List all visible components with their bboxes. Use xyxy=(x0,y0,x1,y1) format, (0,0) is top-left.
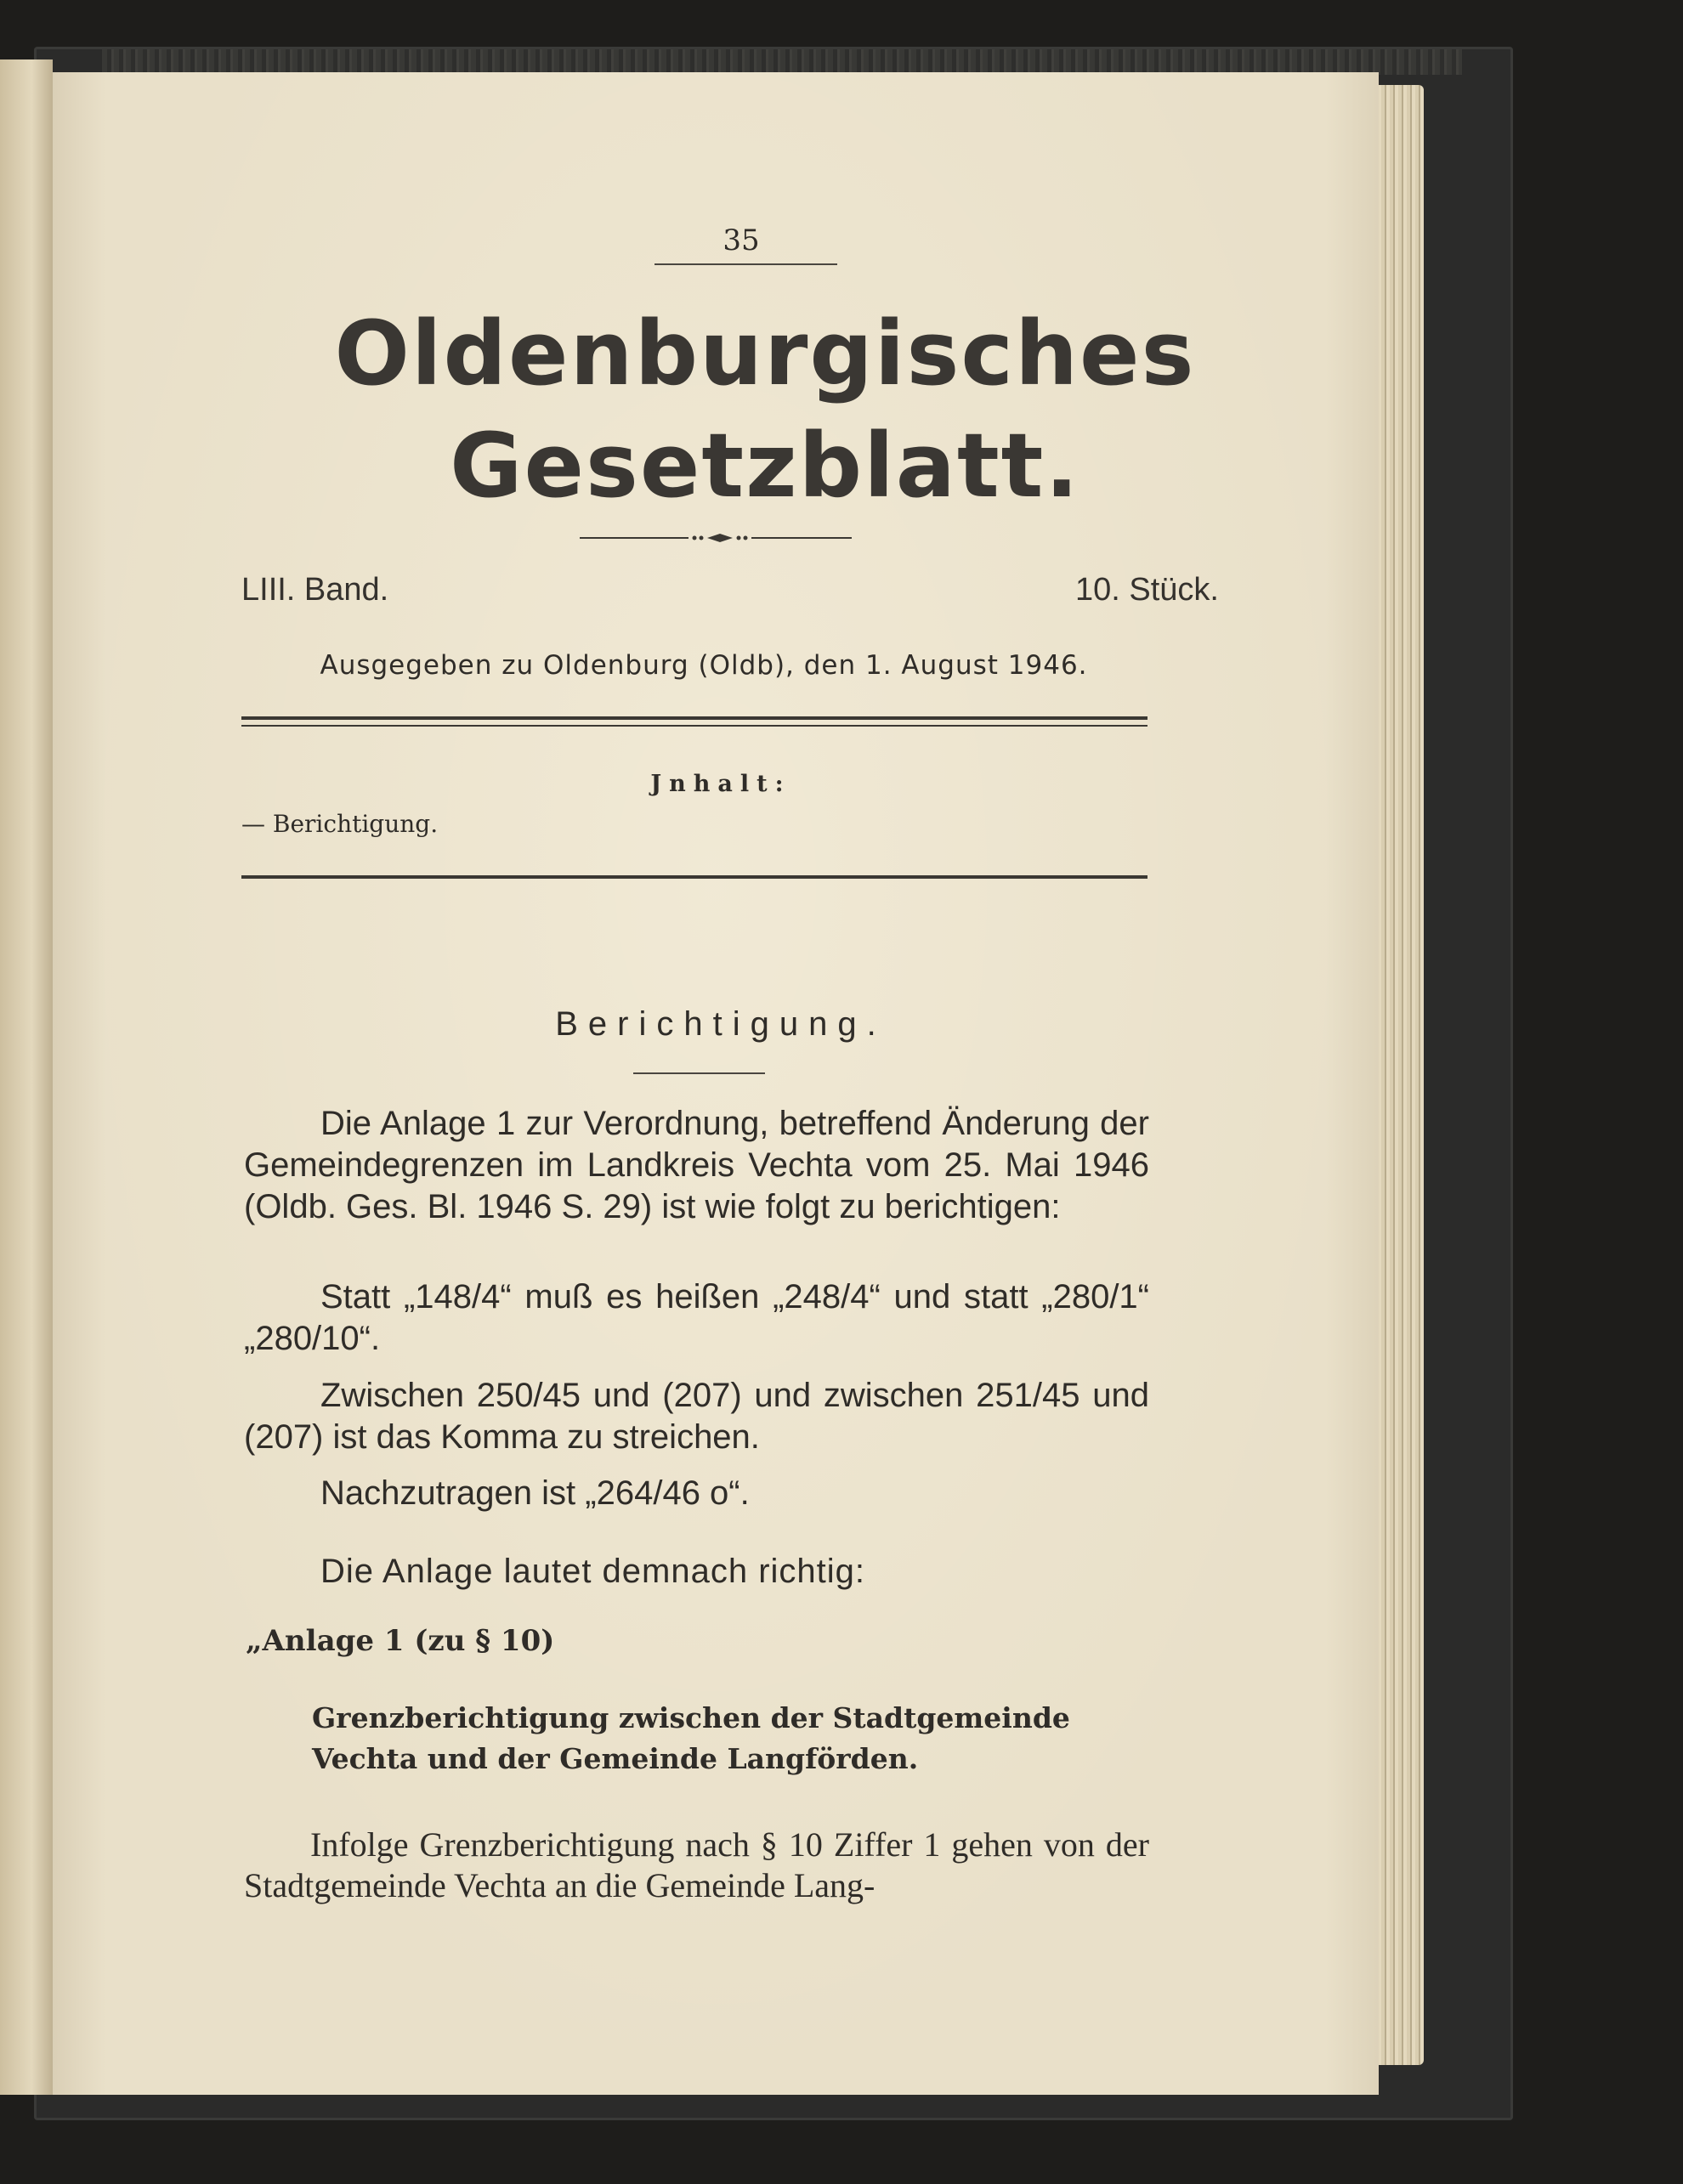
body-paragraph: Infolge Grenzberichtigung nach § 10 Ziffer 1 gehen von der Stadtgemeinde Vechta an die Gemeinde Lang- xyxy=(244,1825,1149,1904)
page-number-rule xyxy=(654,263,837,265)
body-paragraph: Nachzutragen ist „264/46 o“. xyxy=(320,1474,750,1512)
volume-label: LIII. Band. xyxy=(241,572,389,608)
page-number: 35 xyxy=(722,223,760,257)
issue-label: 10. Stück. xyxy=(1075,572,1219,608)
document-page xyxy=(53,72,1379,2095)
header-rule-thin xyxy=(241,725,1148,727)
body-paragraph: Zwischen 250/45 und (207) und zwischen 251/45 und (207) ist das Komma zu streichen. xyxy=(244,1377,1149,1456)
contents-rule xyxy=(241,875,1148,879)
body-paragraph: Die Anlage lautet demnach richtig: xyxy=(320,1553,866,1590)
annex-heading: „Anlage 1 (zu § 10) xyxy=(246,1624,555,1658)
masthead-title-line-2: Gesetzblatt. xyxy=(450,414,1080,518)
masthead-title-line-1: Oldenburgisches xyxy=(334,302,1196,405)
book-cover-edge xyxy=(102,49,1462,75)
section-heading-rule xyxy=(633,1072,765,1074)
body-paragraph: Die Anlage 1 zur Verordnung, betreffend Änderung der Gemeindegrenzen im Landkreis Vechta vom 25. Mai 1946 (Oldb. Ges. Bl. 1946 S. 29) ist wie folgt zu berichtigen: xyxy=(244,1105,1149,1225)
contents-heading: Jnhalt: xyxy=(650,771,791,797)
body-paragraph: Statt „148/4“ muß es heißen „248/4“ und statt „280/1“ „280/10“. xyxy=(244,1278,1149,1357)
ornament-divider xyxy=(580,531,852,545)
annex-subheading: Grenzberichtigung zwischen der Stadtgemeinde Vechta und der Gemeinde Langförden. xyxy=(312,1701,1070,1775)
header-rule-thick xyxy=(241,716,1148,720)
facing-page-edge xyxy=(0,59,53,2095)
section-heading: Berichtigung. xyxy=(555,1005,887,1043)
issue-date-line: Ausgegeben zu Oldenburg (Oldb), den 1. August 1946. xyxy=(320,650,1088,681)
contents-item: — Berichtigung. xyxy=(241,810,439,838)
